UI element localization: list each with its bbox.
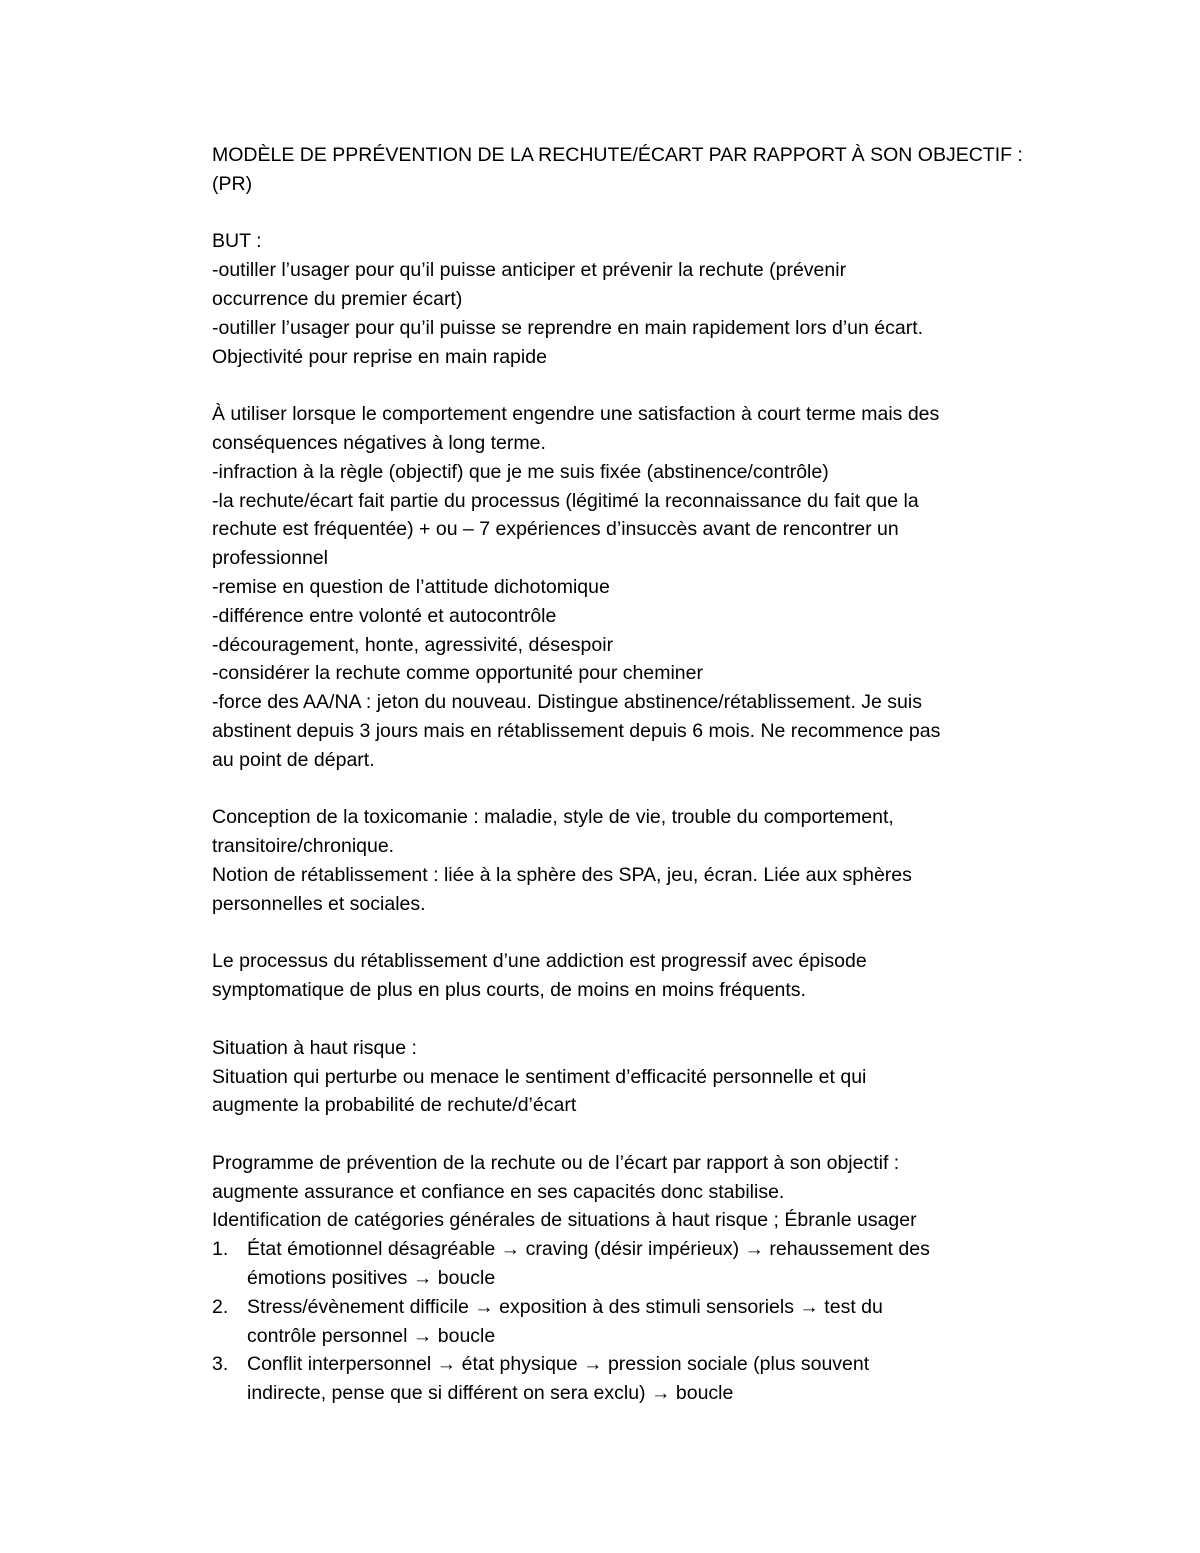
section-but: [212, 227, 1042, 371]
text-line: personnelles et sociales.: [212, 892, 426, 915]
text-line: -considérer la rechute comme opportunité pour cheminer: [212, 662, 703, 685]
list-item-line: Stress/évènement difficile → exposition à des stimuli sensoriels → test du: [247, 1295, 883, 1318]
document-title: [212, 141, 1042, 199]
text-line: conséquences négatives à long terme.: [212, 431, 546, 454]
text-line: Programme de prévention de la rechute ou de l’écart par rapport à son objectif :: [212, 1151, 900, 1174]
text-line: transitoire/chronique.: [212, 835, 395, 858]
list-number: 1.: [212, 1238, 229, 1261]
list-item-line: État émotionnel désagréable → craving (désir impérieux) → rehaussement des: [247, 1238, 930, 1261]
list-item-line: contrôle personnel → boucle: [247, 1324, 496, 1347]
text-line: occurrence du premier écart): [212, 287, 463, 310]
text-line: -remise en question de l’attitude dichotomique: [212, 575, 610, 598]
text-line: Le processus du rétablissement d’une addiction est progressif avec épisode: [212, 950, 867, 973]
numbered-list: [212, 1235, 1042, 1408]
text-line: -infraction à la règle (objectif) que je me suis fixée (abstinence/contrôle): [212, 460, 829, 483]
blank-line: [212, 371, 1042, 400]
text-line: augmente la probabilité de rechute/d’écart: [212, 1094, 577, 1117]
section-heading: Situation à haut risque :: [212, 1036, 417, 1059]
section-conception: [212, 803, 1042, 918]
text-line: Objectivité pour reprise en main rapide: [212, 345, 547, 368]
section-situation: [212, 1034, 1042, 1120]
list-item: [212, 1350, 1042, 1408]
text-line: -outiller l’usager pour qu’il puisse se reprendre en main rapidement lors d’un écart.: [212, 316, 924, 339]
text-line: -outiller l’usager pour qu’il puisse anticiper et prévenir la rechute (prévenir: [212, 259, 847, 282]
text-line: augmente assurance et confiance en ses capacités donc stabilise.: [212, 1180, 785, 1203]
section-processus: [212, 947, 1042, 1005]
text-line: professionnel: [212, 547, 328, 570]
list-item-line: émotions positives → boucle: [247, 1267, 496, 1290]
text-line: au point de départ.: [212, 748, 375, 771]
list-item: [212, 1293, 1042, 1351]
section-programme: [212, 1149, 1042, 1408]
blank-line: [212, 919, 1042, 948]
text-line: Notion de rétablissement : liée à la sphère des SPA, jeu, écran. Liée aux sphères: [212, 863, 912, 886]
list-number: 2.: [212, 1295, 229, 1318]
title-line: MODÈLE DE PPRÉVENTION DE LA RECHUTE/ÉCART PAR RAPPORT À SON OBJECTIF :: [212, 144, 1023, 166]
text-line: À utiliser lorsque le comportement engendre une satisfaction à court terme mais des: [212, 403, 940, 426]
blank-line: [212, 1120, 1042, 1149]
list-item-line: Conflit interpersonnel → état physique → pression sociale (plus souvent: [247, 1353, 870, 1376]
list-number: 3.: [212, 1353, 229, 1376]
list-item-line: indirecte, pense que si différent on sera exclu) → boucle: [247, 1382, 734, 1405]
text-line: Identification de catégories générales de situations à haut risque ; Ébranle usager: [212, 1209, 917, 1232]
blank-line: [212, 199, 1042, 228]
title-line: (PR): [212, 172, 253, 195]
blank-line: [212, 1005, 1042, 1034]
text-line: -découragement, honte, agressivité, désespoir: [212, 633, 614, 656]
blank-line: [212, 775, 1042, 804]
section-utiliser: [212, 400, 1042, 774]
text-line: Conception de la toxicomanie : maladie, style de vie, trouble du comportement,: [212, 806, 894, 829]
text-line: -la rechute/écart fait partie du processus (légitimé la reconnaissance du fait que la: [212, 489, 919, 512]
text-line: rechute est fréquentée) + ou – 7 expériences d’insuccès avant de rencontrer un: [212, 518, 899, 541]
list-item: [212, 1235, 1042, 1293]
document-page: [212, 141, 1042, 1408]
text-line: Situation qui perturbe ou menace le sentiment d’efficacité personnelle et qui: [212, 1065, 867, 1088]
text-line: -force des AA/NA : jeton du nouveau. Distingue abstinence/rétablissement. Je suis: [212, 691, 922, 714]
text-line: -différence entre volonté et autocontrôle: [212, 604, 557, 627]
section-heading: BUT :: [212, 230, 262, 253]
text-line: symptomatique de plus en plus courts, de moins en moins fréquents.: [212, 979, 806, 1002]
text-line: abstinent depuis 3 jours mais en rétablissement depuis 6 mois. Ne recommence pas: [212, 719, 941, 742]
